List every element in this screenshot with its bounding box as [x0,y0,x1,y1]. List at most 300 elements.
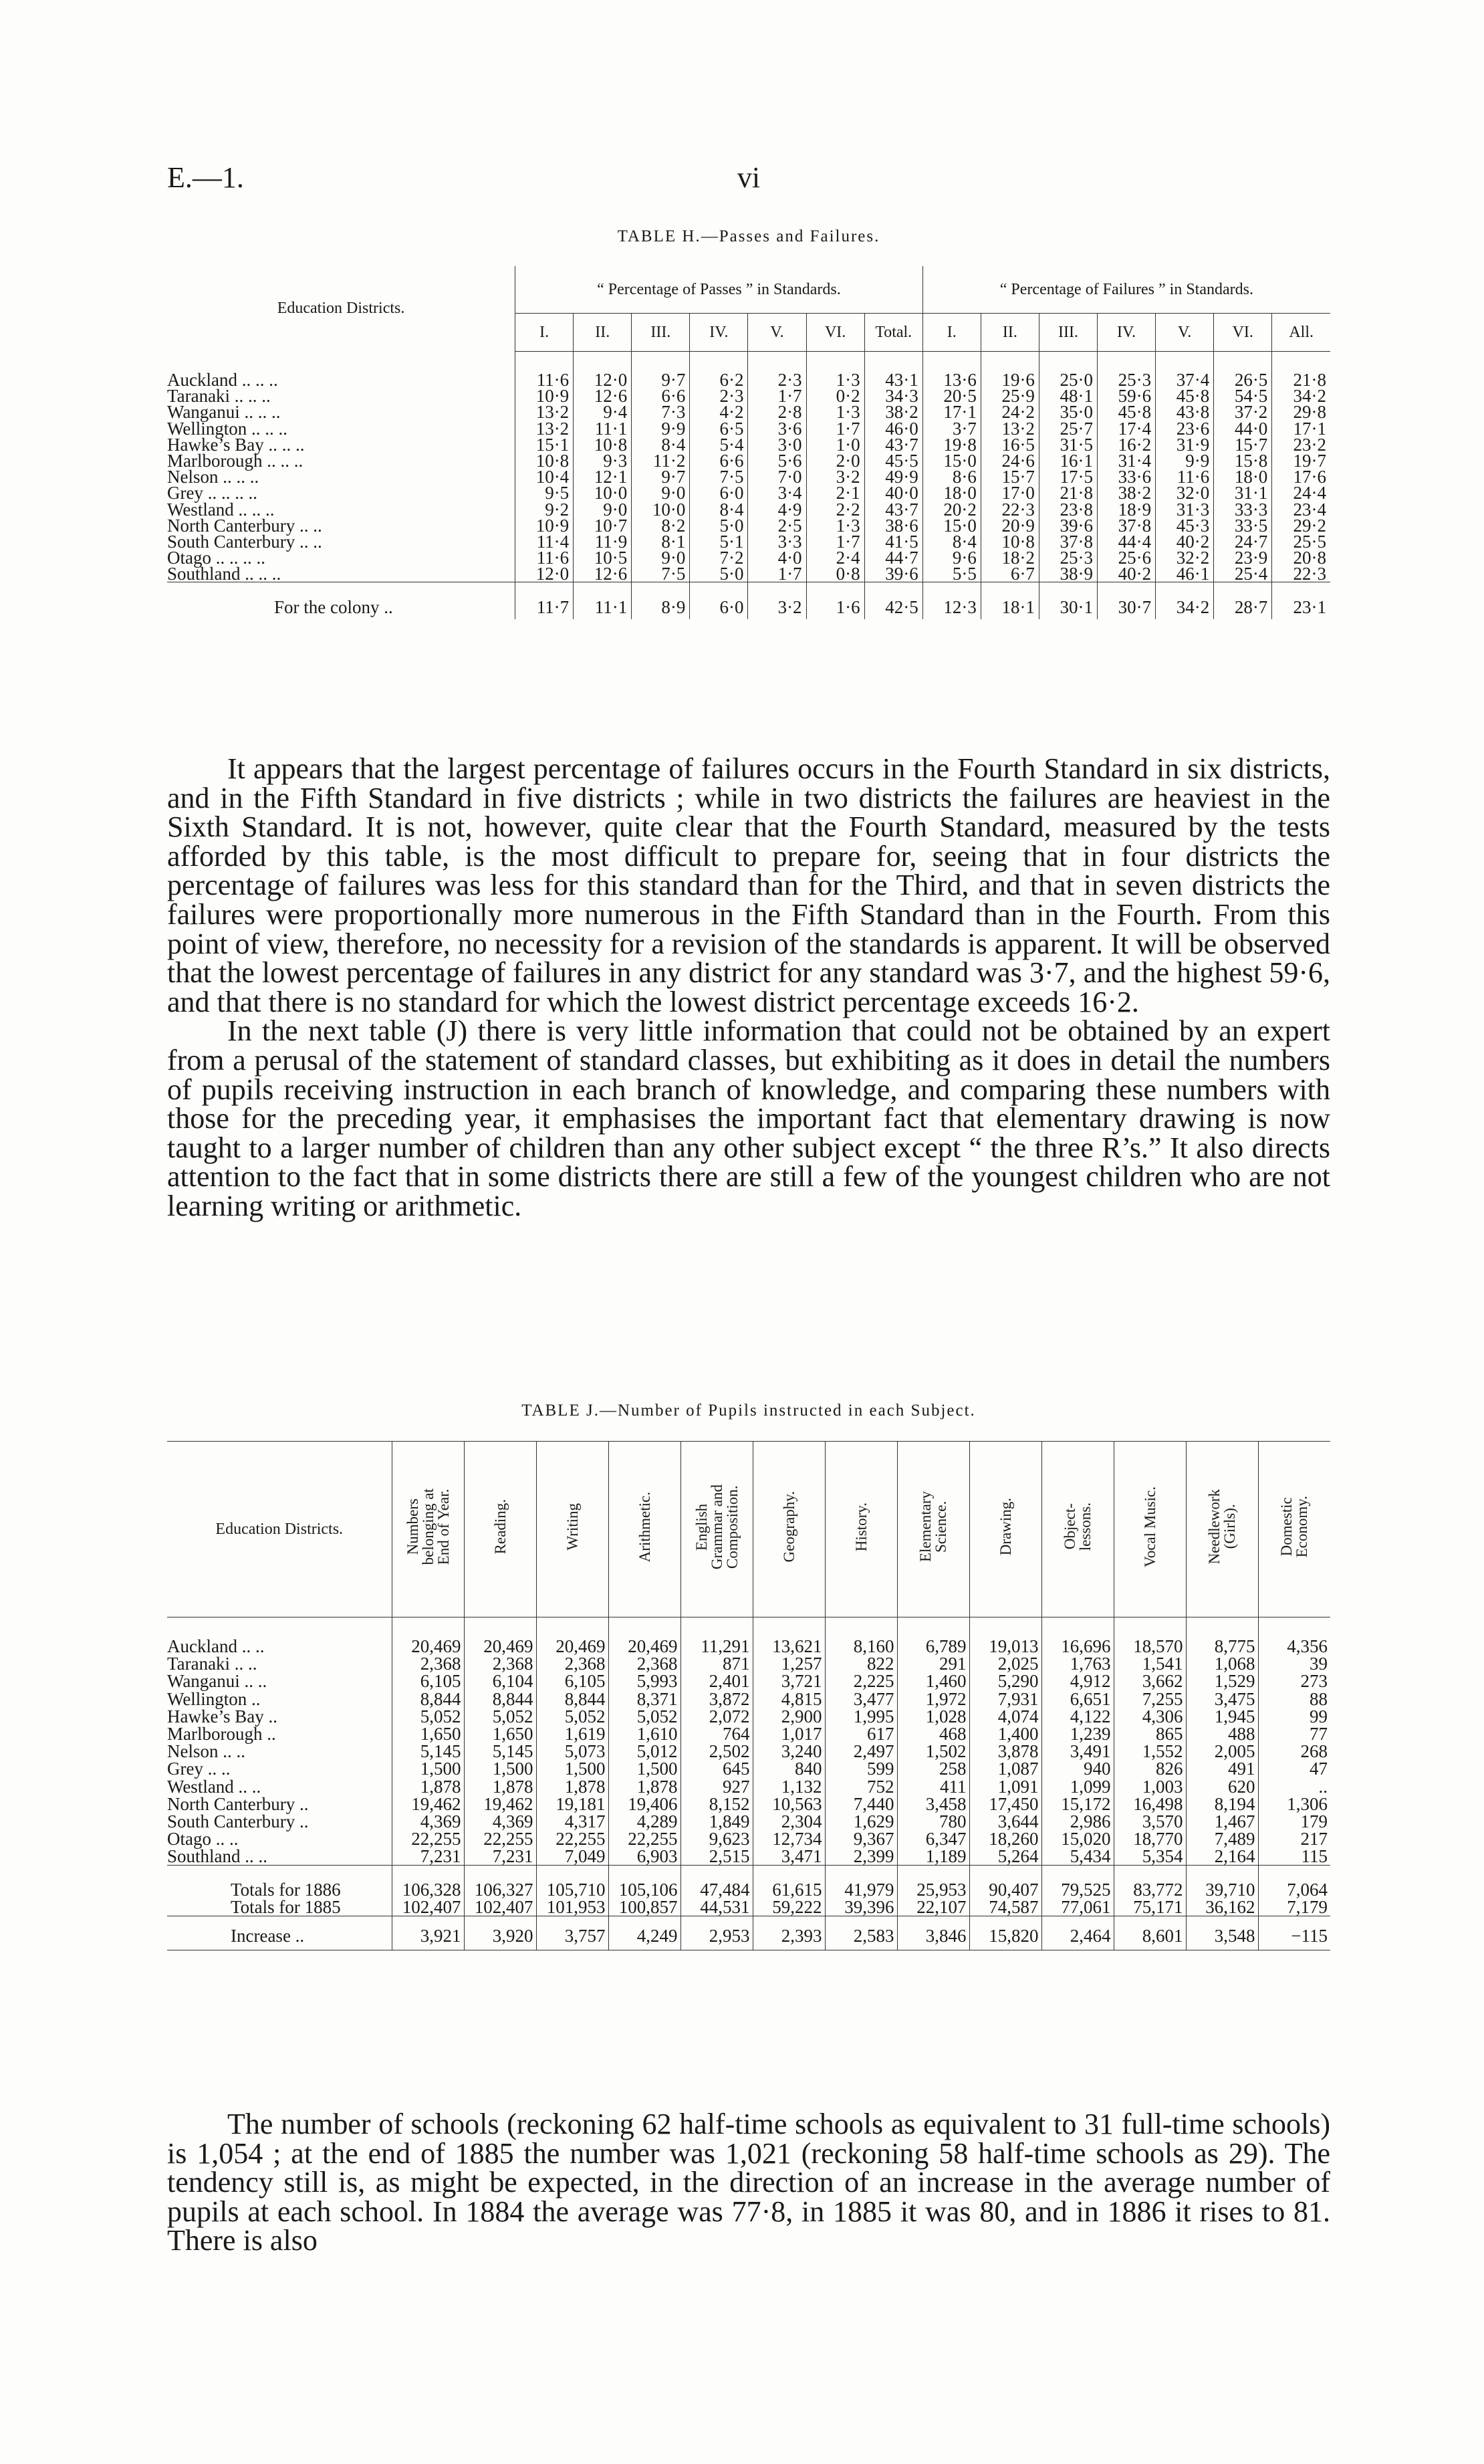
table-cell: 106,327 [464,1866,536,1898]
table-cell: 41,979 [825,1866,897,1898]
table-cell: 21·8 [1039,485,1097,501]
table-cell: 10·9 [515,518,574,534]
district-name: South Canterbury .. [167,1811,309,1831]
table-cell: 2,464 [1041,1916,1114,1950]
table-row [167,388,1330,404]
table-cell: 20·8 [1272,550,1330,566]
table-cell: 37·2 [1214,404,1272,420]
table-cell: 17·1 [922,404,981,420]
table-cell: 25·7 [1039,421,1097,437]
table-cell: 12·3 [922,582,981,619]
table-cell: 3·3 [748,534,806,550]
table-cell: 15·0 [922,453,981,469]
table-cell: 1,189 [897,1847,969,1866]
table-cell: 99 [1258,1708,1330,1725]
table-cell: 273 [1258,1672,1330,1690]
table-cell: 1,306 [1258,1795,1330,1813]
table-cell: 17·4 [1098,421,1156,437]
table-cell: 6,651 [1041,1690,1114,1708]
table-cell: 8·6 [922,469,981,485]
table-cell: 18,570 [1114,1617,1186,1656]
district-name: Westland .. .. [167,1776,261,1797]
table-cell: 12·0 [515,566,574,582]
district-name: For the colony .. [167,582,515,619]
table-cell: 22,255 [608,1830,681,1847]
table-cell: 1·3 [806,518,864,534]
table-cell: 3,757 [536,1916,608,1950]
table-cell: 2,368 [608,1655,681,1672]
table-cell: 12·0 [574,352,632,388]
table-cell: 1,400 [969,1725,1041,1743]
table-cell: 13,621 [753,1617,825,1656]
table-cell: 16·2 [1098,437,1156,453]
table-cell: 22,255 [536,1830,608,1847]
table-cell: 1,650 [464,1725,536,1743]
table-cell: 9·7 [632,352,690,388]
table-cell: 48·1 [1039,388,1097,404]
table-cell: 9·2 [515,501,574,518]
district-name: Wanganui .. .. .. [167,402,281,423]
table-cell: 31·5 [1039,437,1097,453]
table-cell: 47 [1258,1760,1330,1777]
table-cell: 16,696 [1041,1617,1114,1656]
table-cell: 1,068 [1186,1655,1258,1672]
table-cell: 3,920 [464,1916,536,1950]
district-name: Westland .. .. .. [167,499,275,520]
table-row [167,1743,1330,1760]
table-cell: 9·4 [574,404,632,420]
table-cell: 1,552 [1114,1743,1186,1760]
district-name: Nelson .. .. .. [167,467,259,487]
table-cell: 7·3 [632,404,690,420]
pass-col-header: III. [632,314,690,352]
table-row [167,421,1330,437]
table-cell: 1,500 [392,1760,464,1777]
table-cell: −115 [1258,1916,1330,1950]
table-cell: 15·0 [922,518,981,534]
table-cell: 291 [897,1655,969,1672]
subject-col-header [681,1442,753,1617]
subject-col-label: Elementary Science. [917,1491,949,1563]
table-cell: 1·7 [748,388,806,404]
table-cell: 2,025 [969,1655,1041,1672]
table-cell: 31·1 [1214,485,1272,501]
table-cell: 5,052 [536,1708,608,1725]
table-cell: 11,291 [681,1617,753,1656]
district-name: Marlborough .. .. .. [167,451,303,471]
table-cell: 9·7 [632,469,690,485]
table-cell: 43·7 [864,437,922,453]
district-name: Totals for 1885 [231,1896,341,1917]
table-cell: 4,122 [1041,1708,1114,1725]
table-cell: 4,317 [536,1813,608,1830]
table-cell: 11·6 [1156,469,1214,485]
subject-col-header [1041,1442,1114,1617]
table-cell: 5,145 [464,1743,536,1760]
passes-header: “ Percentage of Passes ” in Standards. [515,266,923,314]
table-cell: 33·5 [1214,518,1272,534]
table-cell: 37·8 [1039,534,1097,550]
table-cell: 115 [1258,1847,1330,1866]
table-cell: 6·2 [690,352,748,388]
table-cell: 1·3 [806,352,864,388]
table-cell: 2,368 [536,1655,608,1672]
table-cell: 4·9 [748,501,806,518]
table-cell: 7,064 [1258,1866,1330,1898]
table-cell: 5,012 [608,1743,681,1760]
table-cell: 6,105 [536,1672,608,1690]
table-row [167,1617,1330,1656]
table-cell: 102,407 [392,1898,464,1916]
table-cell: 6,903 [608,1847,681,1866]
table-cell: 6·7 [981,566,1039,582]
subject-col-header [1186,1442,1258,1617]
table-cell: 20·2 [922,501,981,518]
table-cell: 5,145 [392,1743,464,1760]
table-cell: 83,772 [1114,1866,1186,1898]
table-cell: 6·6 [632,388,690,404]
table-cell: 2,515 [681,1847,753,1866]
table-cell: 77 [1258,1725,1330,1743]
table-cell: 1,849 [681,1813,753,1830]
page-number: vi [737,161,761,194]
district-name: North Canterbury .. .. [167,515,322,536]
table-cell: 19,181 [536,1795,608,1813]
subject-col-header [536,1442,608,1617]
table-cell: 25·9 [981,388,1039,404]
table-cell: 3,662 [1114,1672,1186,1690]
district-name: Increase .. [167,1916,392,1950]
table-cell: 10·8 [515,453,574,469]
table-cell: 4,912 [1041,1672,1114,1690]
table-cell: 2,393 [753,1916,825,1950]
table-cell: 3·6 [748,421,806,437]
subject-col-header [1114,1442,1186,1617]
table-cell: 45·8 [1098,404,1156,420]
table-cell: 32·0 [1156,485,1214,501]
table-cell: 3,548 [1186,1916,1258,1950]
table-cell: 19·8 [922,437,981,453]
table-cell: 258 [897,1760,969,1777]
table-cell: 38·9 [1039,566,1097,582]
body-text-1 [167,754,1330,1221]
table-cell: 44,531 [681,1898,753,1916]
table-cell: 11·1 [574,582,632,619]
district-name: North Canterbury .. [167,1793,309,1814]
table-cell: 32·2 [1156,550,1214,566]
body-text-2 [167,2110,1330,2255]
table-cell: 1,995 [825,1708,897,1725]
fail-col-header: All. [1272,314,1330,352]
pass-col-header: II. [574,314,632,352]
table-cell: 7·2 [690,550,748,566]
table-cell: 2·0 [806,453,864,469]
table-cell: 13·2 [515,421,574,437]
table-cell: 29·2 [1272,518,1330,534]
table-cell: 491 [1186,1760,1258,1777]
district-name: Auckland .. .. [167,1636,265,1657]
table-cell: 1·7 [748,566,806,582]
table-cell: 37·4 [1156,352,1214,388]
table-cell: 13·2 [515,404,574,420]
table-cell: 8,371 [608,1690,681,1708]
district-name: Taranaki .. .. [167,1654,257,1674]
table-cell: 39,710 [1186,1866,1258,1898]
table-cell: 16·1 [1039,453,1097,469]
table-cell: 6·0 [690,582,748,619]
table-cell: 5,354 [1114,1847,1186,1866]
table-cell: 33·6 [1098,469,1156,485]
subject-col-label: Arithmetic. [636,1491,653,1563]
table-cell: 4,074 [969,1708,1041,1725]
table-cell: 1,500 [536,1760,608,1777]
table-cell: 11·6 [515,550,574,566]
table-cell: 3,240 [753,1743,825,1760]
table-cell: 28·7 [1214,582,1272,619]
district-name: South Canterbury .. .. [167,531,322,552]
table-cell: 24·2 [981,404,1039,420]
table-cell: 34·3 [864,388,922,404]
table-cell: 25·3 [1098,352,1156,388]
table-row [167,1847,1330,1866]
table-cell: 22,107 [897,1898,969,1916]
table-cell: 42·5 [864,582,922,619]
table-cell: 22,255 [464,1830,536,1847]
table-cell: 8,844 [536,1690,608,1708]
table-cell: 6·0 [690,485,748,501]
table-cell: 2,401 [681,1672,753,1690]
table-row [167,352,1330,388]
table-cell: 7·0 [748,469,806,485]
page-header [167,160,1330,201]
table-cell: 4·0 [748,550,806,566]
table-row [167,550,1330,566]
table-cell: 7·5 [690,469,748,485]
table-cell: 5·0 [690,518,748,534]
table-cell: 18·1 [981,582,1039,619]
subject-col-header [1258,1442,1330,1617]
table-cell: 5·1 [690,534,748,550]
table-cell: 3,846 [897,1916,969,1950]
table-cell: 37·8 [1098,518,1156,534]
table-cell: 39 [1258,1655,1330,1672]
table-cell: 6·6 [690,453,748,469]
table-cell: 11·4 [515,534,574,550]
table-row [167,1916,1330,1950]
subject-col-label: Writing [564,1503,581,1551]
table-cell: 1,541 [1114,1655,1186,1672]
table-cell: 15,820 [969,1916,1041,1950]
table-cell: 21·8 [1272,352,1330,388]
subject-col-label: Numbers belonging at End of Year. [404,1488,452,1565]
table-row [167,1725,1330,1743]
table-cell: 2·3 [748,352,806,388]
table-cell: 41·5 [864,534,922,550]
table-cell: 24·6 [981,453,1039,469]
district-name: Wanganui .. .. [167,1671,267,1692]
table-cell: 7·5 [632,566,690,582]
table-cell: 74,587 [969,1898,1041,1916]
table-row [167,534,1330,550]
table-cell: 1,878 [536,1778,608,1795]
table-cell: 11·7 [515,582,574,619]
table-cell: 101,953 [536,1898,608,1916]
district-name: Otago .. .. [167,1829,239,1850]
table-cell: 39,396 [825,1898,897,1916]
table-cell: 2,368 [392,1655,464,1672]
paragraph: The number of schools (reckoning 62 half-time schools as equivalent to 31 full-time schools) is 1,054 ; at the end of 1885 the number was 1,021 (reckoning 58 half-time schools as 29). The tendency still is, as might be expected, in the direction of an increase in the average number of pupils at each school. In 1884 the average was 77·8, in 1885 it was 80, and in 1886 it rises to 81. There is also [167,2108,1330,2257]
table-cell: 8,844 [464,1690,536,1708]
table-cell: 19,013 [969,1617,1041,1656]
table-cell: 2,497 [825,1743,897,1760]
table-cell: 940 [1041,1760,1114,1777]
district-name: Taranaki .. .. .. [167,386,271,407]
table-cell: 8·4 [690,501,748,518]
table-cell: 1·3 [806,404,864,420]
table-cell: 8·4 [922,534,981,550]
district-name: Totals for 1886 [167,1866,392,1898]
table-cell: 10·8 [981,534,1039,550]
table-cell: 5,434 [1041,1847,1114,1866]
table-cell: 75,171 [1114,1898,1186,1916]
table-cell: 7,931 [969,1690,1041,1708]
table-cell: 10·4 [515,469,574,485]
document-reference: E.—1. [167,161,244,194]
table-cell: 2,368 [464,1655,536,1672]
table-cell: 5,290 [969,1672,1041,1690]
table-cell: 19·6 [981,352,1039,388]
table-cell: 20·5 [922,388,981,404]
table-cell: 1,529 [1186,1672,1258,1690]
table-cell: 105,710 [536,1866,608,1898]
subject-col-header [825,1442,897,1617]
table-cell: 5·0 [690,566,748,582]
table-cell: 44·7 [864,550,922,566]
table-cell: 2,005 [1186,1743,1258,1760]
table-cell: 1,091 [969,1778,1041,1795]
table-cell: 25·3 [1039,550,1097,566]
table-cell: 30·7 [1098,582,1156,619]
table-cell: 12,734 [753,1830,825,1847]
district-name: Auckland .. .. .. [167,369,278,390]
table-cell: 2,502 [681,1743,753,1760]
table-cell: 1,239 [1041,1725,1114,1743]
table-row [167,437,1330,453]
fail-col-header: VI. [1214,314,1272,352]
table-cell: 13·2 [981,421,1039,437]
table-cell: 826 [1114,1760,1186,1777]
table-cell: 19·7 [1272,453,1330,469]
table-cell: 8·2 [632,518,690,534]
table-row [167,1795,1330,1813]
pass-col-header: V. [748,314,806,352]
table-cell: 8,775 [1186,1617,1258,1656]
table-cell: 40·0 [864,485,922,501]
table-cell: 22·3 [981,501,1039,518]
table-cell: 17·0 [981,485,1039,501]
table-cell: 4,249 [608,1916,681,1950]
table-cell: 43·7 [864,501,922,518]
table-cell: 18·9 [1098,501,1156,518]
table-cell: 11·9 [574,534,632,550]
pass-col-header: IV. [690,314,748,352]
district-name: Hawke’s Bay .. [167,1706,277,1726]
table-cell: 18·2 [981,550,1039,566]
table-cell: 8·9 [632,582,690,619]
table-row [167,1760,1330,1777]
table-cell: 1,500 [464,1760,536,1777]
table-cell: 645 [681,1760,753,1777]
table-cell: 35·0 [1039,404,1097,420]
subject-col-header [464,1442,536,1617]
fail-col-header: V. [1156,314,1214,352]
table-cell: 1,467 [1186,1813,1258,1830]
table-cell: 12·6 [574,388,632,404]
table-row [167,1898,1330,1916]
district-header: Education Districts. [167,1442,392,1617]
table-cell: 8,194 [1186,1795,1258,1813]
table-cell: 7,179 [1258,1898,1330,1916]
table-row [167,485,1330,501]
table-cell: 0·2 [806,388,864,404]
table-cell: 20,469 [536,1617,608,1656]
table-cell: 22·3 [1272,566,1330,582]
table-cell: 5,052 [392,1708,464,1725]
table-cell: 25,953 [897,1866,969,1898]
table-cell: 49·9 [864,469,922,485]
table-cell: 31·3 [1156,501,1214,518]
district-name: Wellington .. .. .. [167,418,288,439]
table-cell: 8,152 [681,1795,753,1813]
table-cell: 11·1 [574,421,632,437]
table-cell: 22,255 [392,1830,464,1847]
table-row [167,566,1330,582]
table-row [167,404,1330,420]
table-cell: 9,623 [681,1830,753,1847]
table-cell: 18·0 [1214,469,1272,485]
table-cell: 3·7 [922,421,981,437]
table-cell: 2·3 [690,388,748,404]
table-cell: 7,231 [464,1847,536,1866]
table-cell: 5,052 [464,1708,536,1725]
table-cell: 24·4 [1272,485,1330,501]
table-cell: 15·1 [515,437,574,453]
table-cell: 9·9 [632,421,690,437]
district-name: Grey .. .. [167,1759,231,1779]
table-cell: 1,460 [897,1672,969,1690]
table-cell: 840 [753,1760,825,1777]
table-cell: 1,878 [392,1778,464,1795]
subject-col-header [608,1442,681,1617]
table-cell: 8·1 [632,534,690,550]
pass-col-header: Total. [864,314,922,352]
subject-col-header [392,1442,464,1617]
table-cell: 5·4 [690,437,748,453]
table-cell: 25·5 [1272,534,1330,550]
fail-col-header: III. [1039,314,1097,352]
table-cell: 1·0 [806,437,864,453]
table-cell: 2,986 [1041,1813,1114,1830]
table-cell: 10·7 [574,518,632,534]
table-cell: 36,162 [1186,1898,1258,1916]
table-cell: 40·2 [1098,566,1156,582]
district-name: Wellington .. [167,1688,261,1709]
table-row [167,582,1330,619]
table-cell: 23·9 [1214,550,1272,566]
table-cell: 23·4 [1272,501,1330,518]
table-cell: 45·8 [1156,388,1214,404]
subject-col-header [969,1442,1041,1617]
